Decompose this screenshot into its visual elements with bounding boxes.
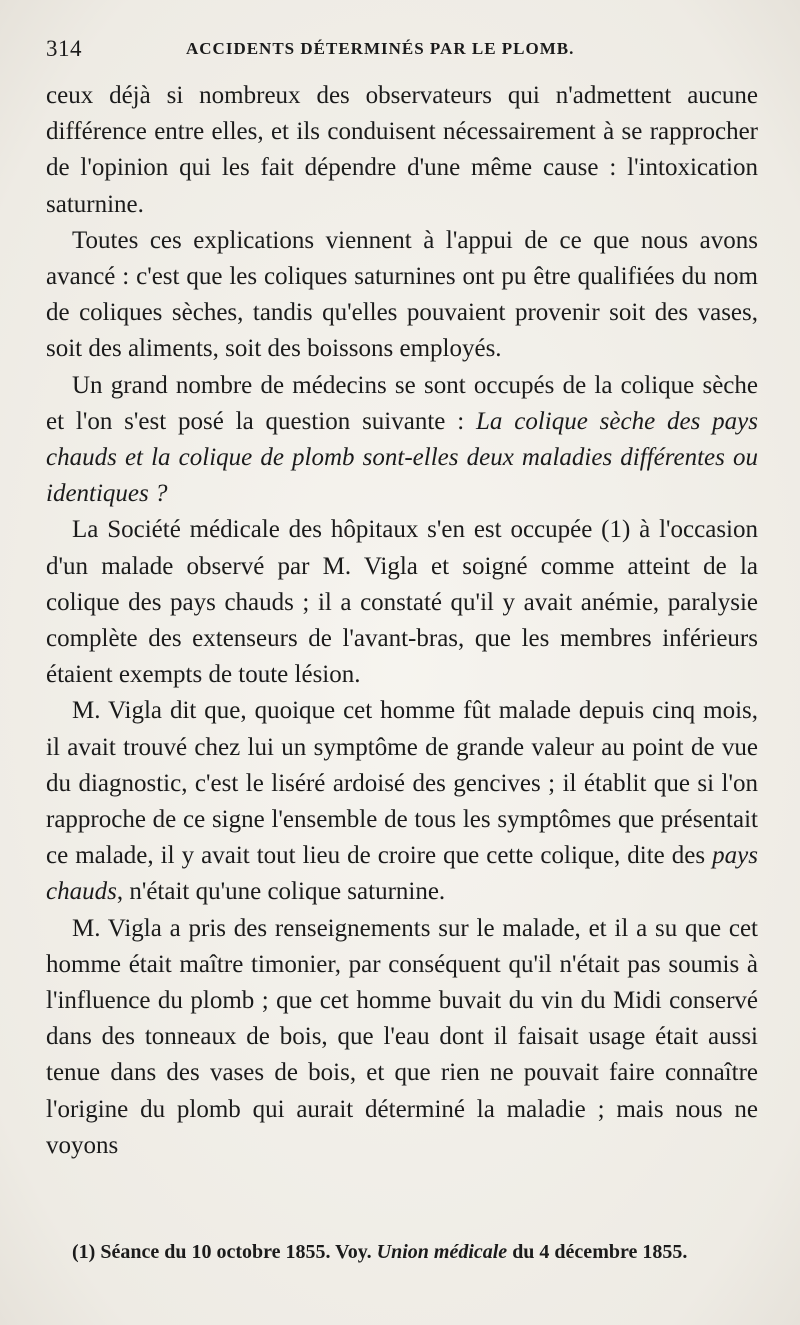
footnote [46, 1238, 758, 1266]
paragraph-text: La Société médicale des hôpitaux s'en est occupée (1) à l'occasion d'un malade observé par M. Vigla et soigné comme atteint de la colique des pays chauds ; il a constaté qu'il y avait anémie, paralysie complète des extenseurs de l'avant-bras, que les membres inférieurs étaient exempts de toute lésion. [46, 516, 758, 689]
paragraph-continuation [46, 78, 758, 223]
paragraph-text: M. Vigla a pris des renseignements sur le malade, et il a su que cet homme était maître timonier, par conséquent qu'il n'était pas soumis à l'influence du plomb ; que cet homme buvait du vin du Midi conservé dans des tonneaux de bois, que l'eau dont il faisait usage était aussi tenue dans des vases de bois, et que rien ne pouvait faire connaître l'origine du plomb qui aurait déterminé la maladie ; mais nous ne voyons [46, 914, 758, 1159]
paragraph-text: Un grand nombre de médecins se sont occupés de la colique sèche et l'on s'est posé la question suivante : [46, 371, 758, 435]
footnote-text: du 4 décembre 1855. [507, 1241, 688, 1263]
paragraph [46, 911, 758, 1164]
paragraph-text: M. Vigla dit que, quoique cet homme fût malade depuis cinq mois, il avait trouvé chez lui un symptôme de grande valeur au point de vue du diagnostic, c'est le liséré ardoisé des gencives ; il établit que si l'on rapproche de ce signe l'ensemble de tous les symptômes que présentait ce malade, il y avait tout lieu de croire que cette colique, dite des [46, 697, 758, 870]
paragraph-text: ceux déjà si nombreux des observateurs qui n'admettent aucune différence entre elles, et ils conduisent nécessairement à se rapprocher de l'opinion qui les fait dépendre d'une même cause : l'intoxication saturnine. [46, 82, 758, 218]
body-text [46, 78, 758, 1164]
question-italic: La colique sèche des pays chauds et la colique de plomb sont-elles deux maladies différentes ou identiques ? [46, 407, 759, 508]
paragraph-text: , n'était qu'une colique saturnine. [116, 878, 446, 906]
paragraph [46, 512, 758, 693]
paragraph-text: Toutes ces explications viennent à l'appui de ce que nous avons avancé : c'est que les coliques saturnines ont pu être qualifiées du nom de coliques sèches, tandis qu'elles pouvaient provenir soit des vases, soit des aliments, soit des boissons employés. [46, 226, 758, 363]
paragraph [46, 223, 758, 368]
page-header [46, 36, 758, 66]
running-title: ACCIDENTS DÉTERMINÉS PAR LE PLOMB. [186, 39, 575, 58]
page-number: 314 [46, 36, 82, 61]
footnote-text: (1) Séance du 10 octobre 1855. Voy. [72, 1241, 377, 1263]
paragraph-question [46, 368, 758, 513]
footnote-journal-italic: Union médicale [376, 1241, 508, 1263]
pays-chauds-italic: pays chauds [46, 842, 758, 906]
paragraph [46, 693, 758, 910]
